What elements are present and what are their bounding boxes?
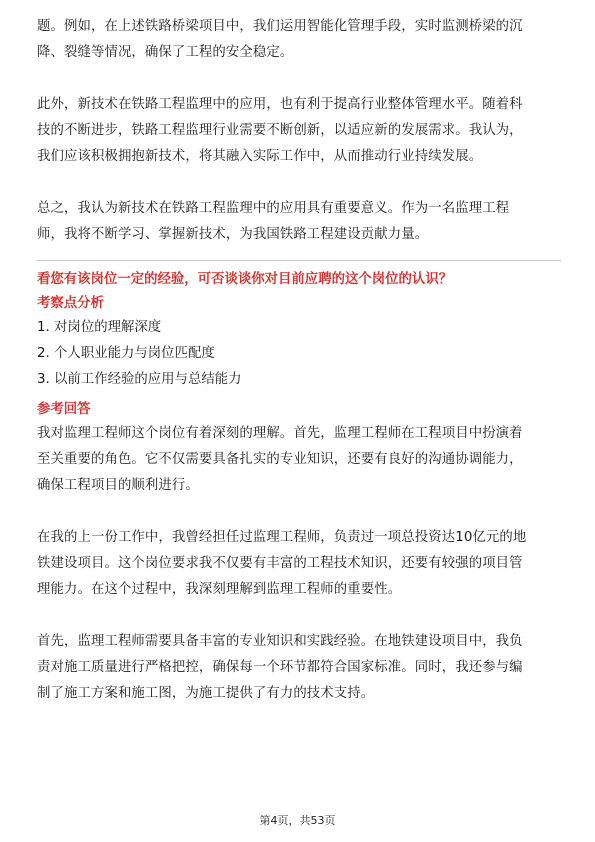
paragraph-line: 此外，新技术在铁路工程监理中的应用，也有利于提高行业整体管理水平。随着科 <box>37 97 523 112</box>
paragraph-line: 铁建设项目。这个岗位要求我不仅要有丰富的工程技术知识，还要有较强的项目管 <box>37 556 523 571</box>
answer-paragraph <box>37 629 561 707</box>
paragraph-line: 总之，我认为新技术在铁路工程监理中的应用具有重要意义。作为一名监理工程 <box>37 201 510 216</box>
analysis-title: 考察点分析 <box>37 296 104 311</box>
paragraph-line: 制了施工方案和施工图，为施工提供了有力的技术支持。 <box>37 686 375 701</box>
body-paragraph <box>37 14 561 66</box>
paragraph-gap <box>37 499 561 525</box>
page-content <box>37 14 561 707</box>
paragraph-line: 技的不断进步，铁路工程监理行业需要不断创新，以适应新的发展需求。我认为， <box>37 123 523 138</box>
body-paragraph <box>37 92 561 170</box>
paragraph-gap <box>37 170 561 196</box>
paragraph-line: 理能力。在这个过程中，我深刻理解到监理工程师的重要性。 <box>37 582 402 597</box>
paragraph-line: 确保工程项目的顺利进行。 <box>37 478 199 493</box>
paragraph-line: 责对施工质量进行严格把控，确保每一个环节都符合国家标准。同时，我还参与编 <box>37 660 523 675</box>
paragraph-line: 师，我将不断学习、掌握新技术，为我国铁路工程建设贡献力量。 <box>37 227 429 242</box>
body-paragraph <box>37 196 561 248</box>
answer-paragraph <box>37 525 561 603</box>
analysis-list <box>37 315 561 393</box>
paragraph-gap <box>37 603 561 629</box>
paragraph-gap <box>37 66 561 92</box>
paragraph-line: 我对监理工程师这个岗位有着深刻的理解。首先，监理工程师在工程项目中扮演着 <box>37 426 523 441</box>
section-divider <box>37 260 561 261</box>
paragraph-line: 题。例如，在上述铁路桥梁项目中，我们运用智能化管理手段，实时监测桥梁的沉 <box>37 19 523 34</box>
answer-paragraph <box>37 421 561 499</box>
answer-title: 参考回答 <box>37 402 91 417</box>
page-number-footer: 第4页，共53页 <box>259 814 336 827</box>
paragraph-line: 降、裂缝等情况，确保了工程的安全稳定。 <box>37 45 294 60</box>
list-item: 1. 对岗位的理解深度 <box>37 320 162 335</box>
list-item: 3. 以前工作经验的应用与总结能力 <box>37 372 242 387</box>
paragraph-line: 在我的上一份工作中，我曾经担任过监理工程师，负责过一项总投资达10亿元的地 <box>37 530 527 545</box>
paragraph-line: 首先，监理工程师需要具备丰富的专业知识和实践经验。在地铁建设项目中，我负 <box>37 634 523 649</box>
paragraph-line: 至关重要的角色。它不仅需要具备扎实的专业知识，还要有良好的沟通协调能力， <box>37 452 523 467</box>
list-item: 2. 个人职业能力与岗位匹配度 <box>37 346 215 361</box>
paragraph-line: 我们应该积极拥抱新技术，将其融入实际工作中，从而推动行业持续发展。 <box>37 149 483 164</box>
interview-question: 看您有该岗位一定的经验，可否谈谈你对目前应聘的这个岗位的认识？ <box>37 272 453 287</box>
